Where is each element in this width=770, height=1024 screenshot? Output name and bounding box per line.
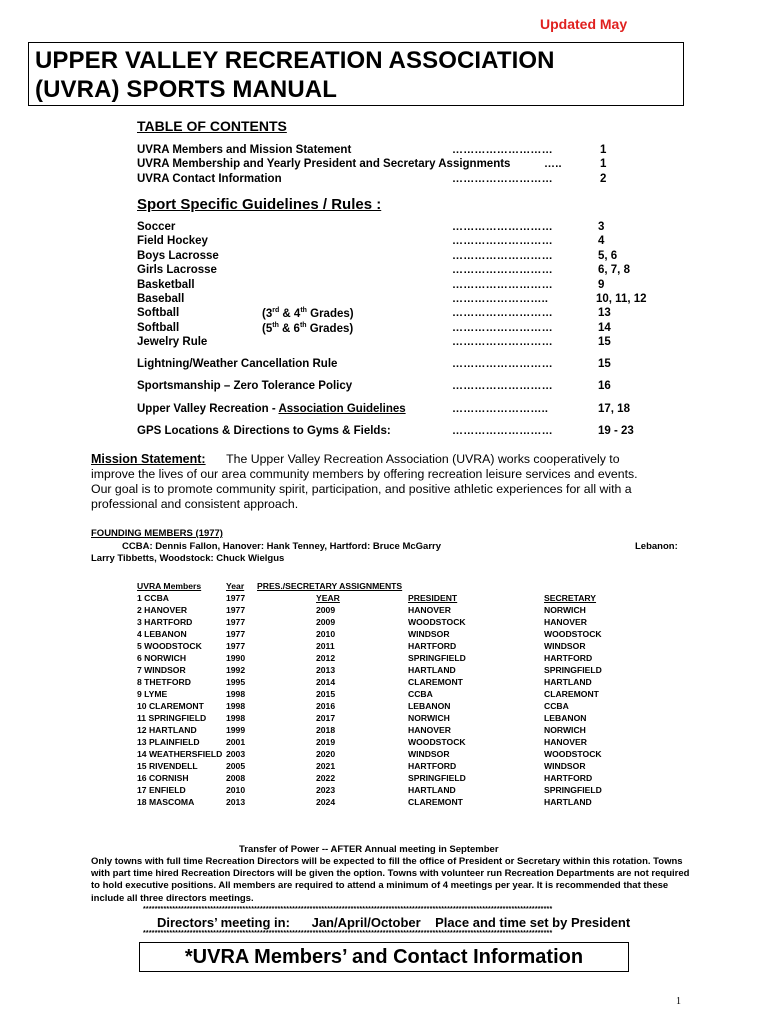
founding-heading: FOUNDING MEMBERS (1977) <box>91 528 223 539</box>
toc-dots: ……………………… <box>452 250 553 262</box>
toc-heading: TABLE OF CONTENTS <box>137 118 287 134</box>
toc-page: 4 <box>598 235 605 247</box>
mission-statement <box>91 452 651 512</box>
toc-dots: …………………….. <box>452 293 549 305</box>
directors-label: Directors’ meeting in: <box>157 915 290 930</box>
secretary-cell: WINDSOR <box>544 641 586 651</box>
assignment-year-cell: 2021 <box>316 761 336 771</box>
member-name-cell: 18 MASCOMA <box>137 797 195 807</box>
toc-dots: ……………………… <box>452 380 553 392</box>
secretary-cell: NORWICH <box>544 725 586 735</box>
member-year-cell: 1998 <box>226 713 246 723</box>
assignment-year-cell: 2023 <box>316 785 336 795</box>
toc-dots: ……………………… <box>452 235 553 247</box>
assign-header <box>257 580 402 592</box>
toc-label: Girls Lacrosse <box>137 264 217 276</box>
secretary-cell: WOODSTOCK <box>544 629 602 639</box>
secretary-cell: HARTLAND <box>544 797 592 807</box>
member-name-cell: 9 LYME <box>137 689 168 699</box>
founding-line-2: Larry Tibbetts, Woodstock: Chuck Wielgus <box>91 553 285 564</box>
president-cell: WOODSTOCK <box>408 737 466 747</box>
toc-label: Softball <box>137 307 180 319</box>
member-year-cell: 1992 <box>226 665 246 675</box>
toc-dots: ……………………… <box>452 336 553 348</box>
member-year-cell: 2008 <box>226 773 246 783</box>
toc-dots: ……………………… <box>452 358 553 370</box>
member-name-cell: 3 HARTFORD <box>137 617 193 627</box>
updated-note: Updated May <box>540 16 628 32</box>
toc-label: Jewelry Rule <box>137 336 208 348</box>
secretary-cell: WOODSTOCK <box>544 749 602 759</box>
toc-label: UVRA Contact Information <box>137 173 282 185</box>
member-name-cell: 10 CLAREMONT <box>137 701 204 711</box>
col-header: YEAR <box>316 593 340 603</box>
member-year-cell: 2005 <box>226 761 246 771</box>
toc-page: 13 <box>598 307 611 319</box>
founding-line-1-right: Lebanon: <box>635 541 678 552</box>
assignment-year-cell: 2012 <box>316 653 336 663</box>
member-name-cell: 7 WINDSOR <box>137 665 186 675</box>
toc-label: Boys Lacrosse <box>137 250 219 262</box>
mission-label: Mission Statement: <box>91 452 206 466</box>
member-year-cell: 1998 <box>226 701 246 711</box>
member-name-cell: 14 WEATHERSFIELD <box>137 749 223 759</box>
toc-page: 1 <box>600 158 607 170</box>
toc-page: 9 <box>598 279 605 291</box>
assignment-year-cell: 2022 <box>316 773 336 783</box>
title-box <box>28 42 684 106</box>
toc-label: Soccer <box>137 221 176 233</box>
toc-page: 14 <box>598 322 611 334</box>
toc-page: 15 <box>598 336 611 348</box>
secretary-cell: HARTLAND <box>544 677 592 687</box>
toc-page: 3 <box>598 221 605 233</box>
member-name-cell: 15 RIVENDELL <box>137 761 198 771</box>
toc-page: 17, 18 <box>598 403 630 415</box>
member-year-cell: 1999 <box>226 725 246 735</box>
directors-meeting <box>157 915 630 930</box>
member-name-cell: 13 PLAINFIELD <box>137 737 200 747</box>
member-year-cell: 2003 <box>226 749 246 759</box>
president-cell: HARTFORD <box>408 761 457 771</box>
member-name-cell: 8 THETFORD <box>137 677 191 687</box>
toc-dots: ……………………… <box>452 173 553 185</box>
assignment-year-cell: 2020 <box>316 749 336 759</box>
toc-label: Softball <box>137 322 180 334</box>
toc-page: 19 - 23 <box>598 425 634 437</box>
toc-dots: ……………………… <box>452 221 553 233</box>
col-header: PRES./SECRETARY ASSIGNMENTS <box>257 581 403 591</box>
member-year-cell: 1998 <box>226 689 246 699</box>
member-year-cell: 1977 <box>226 605 246 615</box>
secretary-column <box>544 592 602 808</box>
title-line-2: (UVRA) SPORTS MANUAL <box>35 76 337 103</box>
directors-months: Jan/April/October <box>311 915 421 930</box>
assign-years-column <box>316 592 340 808</box>
toc-label: UVRA Members and Mission Statement <box>137 144 352 156</box>
mission-text: The Upper Valley Recreation Association (UVRA) works cooperatively to improve the lives of our area community members by offering recreation leisure services and events. Our goal is to promote community spirit, participation, and positive athletic experiences for all with a professional and consistent approach. <box>91 452 638 511</box>
president-cell: HARTLAND <box>408 785 456 795</box>
member-year-cell: 1977 <box>226 629 246 639</box>
toc-page: 16 <box>598 380 611 392</box>
assignment-year-cell: 2015 <box>316 689 336 699</box>
secretary-cell: SPRINGFIELD <box>544 665 602 675</box>
president-column <box>408 592 466 808</box>
col-header: UVRA Members <box>137 581 202 591</box>
toc-page: 15 <box>598 358 611 370</box>
secretary-cell: NORWICH <box>544 605 586 615</box>
assignment-year-cell: 2024 <box>316 797 336 807</box>
toc-page: 10, 11, 12 <box>596 293 647 305</box>
president-cell: LEBANON <box>408 701 451 711</box>
founding-line-1: CCBA: Dennis Fallon, Hanover: Hank Tenney, Hartford: Bruce McGarry <box>122 541 442 552</box>
toc-label: GPS Locations & Directions to Gyms & Fields: <box>137 425 391 437</box>
toc-dots: ……………………… <box>452 322 553 334</box>
secretary-cell: CCBA <box>544 701 569 711</box>
member-year-cell: 2013 <box>226 797 246 807</box>
president-cell: CLAREMONT <box>408 797 463 807</box>
association-guidelines-link[interactable]: Association Guidelines <box>278 403 406 415</box>
secretary-cell: LEBANON <box>544 713 587 723</box>
rotation-paragraph: Only towns with full time Recreation Directors will be expected to fill the office of President or Secretary within this rotation. Towns with part time hired Recreation Directors will be given the option. Towns with volunteer run Recreation Departments are not required to hold executive positions. All members are required to attend a minimum of 4 meetings per year. It is recommended that these include all three directors meetings. <box>91 856 690 904</box>
member-name-cell: 17 ENFIELD <box>137 785 186 795</box>
member-name-cell: 2 HANOVER <box>137 605 188 615</box>
toc-label-pre: Upper Valley Recreation - <box>137 403 279 415</box>
assignment-year-cell: 2018 <box>316 725 336 735</box>
toc-dots: ……………………… <box>452 144 553 156</box>
secretary-cell: HARTFORD <box>544 773 593 783</box>
star-divider: ******************************************************************************************************************************************** <box>143 906 553 913</box>
sport-guidelines-heading: Sport Specific Guidelines / Rules : <box>137 196 382 213</box>
members-contact-heading-box <box>139 942 629 972</box>
toc-label: Basketball <box>137 279 195 291</box>
member-year-cell: 1977 <box>226 641 246 651</box>
secretary-cell: HANOVER <box>544 737 587 747</box>
toc-note: (3rd & 4th Grades) <box>262 307 354 320</box>
member-year-cell: 1977 <box>226 593 246 603</box>
toc-label: Sportsmanship – Zero Tolerance Policy <box>137 380 353 392</box>
toc-dots: …………………….. <box>452 403 549 415</box>
assignment-year-cell: 2013 <box>316 665 336 675</box>
directors-place: Place and time set by President <box>435 915 631 930</box>
secretary-cell: SPRINGFIELD <box>544 785 602 795</box>
president-cell: HANOVER <box>408 605 451 615</box>
toc-dots: ……………………… <box>452 279 553 291</box>
president-cell: HARTFORD <box>408 641 457 651</box>
toc-label: UVRA Membership and Yearly President and Secretary Assignments <box>137 158 511 170</box>
toc-label: Lightning/Weather Cancellation Rule <box>137 358 338 370</box>
toc-dots: ……………………… <box>452 307 553 319</box>
president-cell: CLAREMONT <box>408 677 463 687</box>
assignment-year-cell: 2010 <box>316 629 336 639</box>
assignment-year-cell: 2014 <box>316 677 336 687</box>
member-year-cell: 1995 <box>226 677 246 687</box>
assignment-year-cell: 2017 <box>316 713 336 723</box>
member-year-cell: 2010 <box>226 785 246 795</box>
president-cell: WINDSOR <box>408 749 450 759</box>
assignment-year-cell: 2009 <box>316 605 336 615</box>
president-cell: SPRINGFIELD <box>408 653 466 663</box>
member-year-cell: 1990 <box>226 653 246 663</box>
member-year-cell: 2001 <box>226 737 246 747</box>
president-cell: WINDSOR <box>408 629 450 639</box>
member-name-cell: 5 WOODSTOCK <box>137 641 202 651</box>
assignment-year-cell: 2019 <box>316 737 336 747</box>
page-number: 1 <box>676 996 681 1007</box>
members-column <box>137 580 222 808</box>
members-contact-heading: *UVRA Members’ and Contact Information <box>184 946 584 968</box>
toc-label: Baseball <box>137 293 185 305</box>
member-name-cell: 12 HARTLAND <box>137 725 197 735</box>
toc-dots: ……………………… <box>452 425 553 437</box>
toc-dots: ….. <box>544 158 562 170</box>
assignment-year-cell: 2016 <box>316 701 336 711</box>
president-cell: CCBA <box>408 689 433 699</box>
member-year-cell: 1977 <box>226 617 246 627</box>
col-header: PRESIDENT <box>408 593 458 603</box>
star-divider: ******************************************************************************************************************************************** <box>143 930 553 937</box>
title-line-1: UPPER VALLEY RECREATION ASSOCIATION <box>35 47 555 74</box>
toc-page: 2 <box>600 173 607 185</box>
assignment-year-cell: 2009 <box>316 617 336 627</box>
president-cell: HARTLAND <box>408 665 456 675</box>
toc-label: Field Hockey <box>137 235 208 247</box>
toc-label <box>137 403 406 415</box>
toc-page: 6, 7, 8 <box>598 264 630 276</box>
transfer-of-power: Transfer of Power -- AFTER Annual meeting in September <box>239 844 499 855</box>
assignment-year-cell: 2011 <box>316 641 335 651</box>
col-header: SECRETARY <box>544 593 597 603</box>
president-cell: WOODSTOCK <box>408 617 466 627</box>
member-name-cell: 11 SPRINGFIELD <box>137 713 207 723</box>
president-cell: NORWICH <box>408 713 450 723</box>
president-cell: HANOVER <box>408 725 451 735</box>
president-cell: SPRINGFIELD <box>408 773 466 783</box>
toc-note: (5th & 6th Grades) <box>262 322 354 335</box>
member-name-cell: 1 CCBA <box>137 593 169 603</box>
toc-page: 5, 6 <box>598 250 618 262</box>
secretary-cell: HANOVER <box>544 617 587 627</box>
toc-dots: ……………………… <box>452 264 553 276</box>
member-name-cell: 4 LEBANON <box>137 629 187 639</box>
secretary-cell: CLAREMONT <box>544 689 599 699</box>
toc-page: 1 <box>600 144 607 156</box>
member-name-cell: 6 NORWICH <box>137 653 187 663</box>
secretary-cell: WINDSOR <box>544 761 586 771</box>
col-header: Year <box>226 581 245 591</box>
secretary-cell: HARTFORD <box>544 653 593 663</box>
member-years-column <box>226 580 245 808</box>
member-name-cell: 16 CORNISH <box>137 773 189 783</box>
